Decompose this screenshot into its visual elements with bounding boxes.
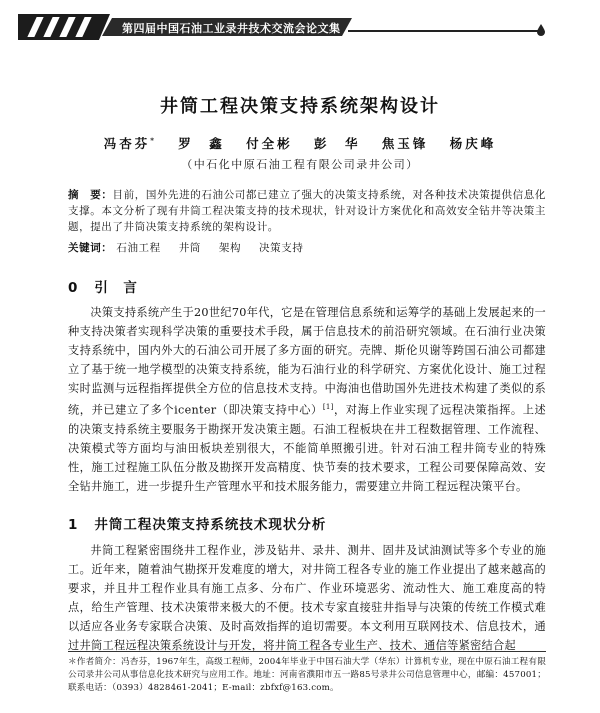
section-title: 引 言 bbox=[94, 280, 138, 296]
keyword: 决策支持 bbox=[259, 242, 304, 254]
header-rule bbox=[348, 30, 538, 32]
author-list bbox=[0, 134, 600, 152]
author-footnote-mark: * bbox=[150, 135, 157, 145]
author-name: 焦玉锋 bbox=[381, 136, 429, 151]
section-title: 井筒工程决策支持系统技术现状分析 bbox=[94, 517, 327, 533]
footnote-rule bbox=[68, 651, 546, 652]
header-drop-icon bbox=[536, 24, 546, 36]
citation-ref: [1] bbox=[322, 403, 334, 411]
author-name: 罗 鑫 bbox=[178, 136, 225, 151]
keyword: 石油工程 bbox=[116, 242, 161, 254]
journal-banner-text: 第四届中国石油工业录井技术交流会论文集 bbox=[122, 22, 341, 35]
author-name: 彭 华 bbox=[314, 136, 361, 151]
abstract-text: 目前，国外先进的石油公司都已建立了强大的决策支持系统，对各种技术决策提供信息化支撑。本文分析了现有井筒工程决策支持的技术现状，针对设计方案优化和高效安全钻井等决策主题，提出了井筒决策支持系统的架构设计。 bbox=[68, 189, 546, 233]
abstract-label: 摘 要： bbox=[68, 189, 113, 201]
section-heading-1 bbox=[68, 513, 326, 533]
author-name: 冯杏芬 bbox=[103, 136, 151, 151]
section-number: 1 bbox=[68, 517, 79, 533]
section-number: 0 bbox=[68, 280, 79, 296]
paper-title: 井筒工程决策支持系统架构设计 bbox=[160, 96, 440, 117]
abstract bbox=[68, 187, 546, 235]
affiliation: （中石化中原石油工程有限公司录井公司） bbox=[181, 158, 419, 171]
intro-text-part1: 决策支持系统产生于20世纪70年代，它是在管理信息系统和运筹学的基础上发展起来的一种支持决策者实现科学决策的重要技术手段，属于信息技术的前沿研究领域。在石油行业决策支持系统中，国内外大的石油公司开展了多方面的研究。壳牌、斯伦贝谢等跨国石油公司都建立了基于统一地学模型的决策支持系统，能为石油行业的科学研究、方案优化设计、施工过程实时监测与远程指挥提供全方位的信息技术支持。中海油也借助国外先进技术构建了类似的系统，并已建立了多个icenter（即决策支持中心） bbox=[68, 306, 546, 417]
author-footnote: ＊作者简介：冯杏芬，1967年生，高级工程师，2004年毕业于中国石油大学（华东）计算机专业，现在中原石油工程有限公司录井公司从事信息化技术研究与应用工作。地址：河南省濮阳市五一路85号录井公司信息管理中心，邮编：457001；联系电话：（0393）4828461-2041；E-mail：zbfxf@163.com。 bbox=[68, 657, 546, 693]
keyword: 架构 bbox=[218, 242, 242, 254]
journal-header-banner bbox=[18, 14, 548, 40]
keyword: 井筒 bbox=[178, 242, 201, 254]
section1-paragraph: 井筒工程紧密围绕井工程作业，涉及钻井、录井、测井、固井及试油测试等多个专业的施工。近年来，随着油气勘探开发难度的增大，对井筒工程各专业的施工作业提出了越来越高的要求，并且井工程作业具有施工点多、分布广、作业环境恶劣、流动性大、施工难度高的特点，给生产管理、技术决策带来极大的不便。技术专家直接驻井指导与决策的传统工作模式难以适应各业务专家联合决策、及时高效指挥的追切需要。本文利用互联网技术、信息技术，通过井筒工程远程决策系统设计与开发，将井筒工程各专业生产、技术、通信等紧密结合起 bbox=[68, 544, 546, 652]
section-heading-intro bbox=[68, 276, 138, 296]
intro-text-part2: ，对海上作业实现了远程决策指挥。上述的决策支持系统主要服务于勘探开发决策主题。石油工程板块在井工程数据管理、工作流程、决策模式等方面均与油田板块差别很大，不能简单照搬引进。针对石油工程井筒专业的特殊性，施工过程施工队伍分散及勘探开发高精度、快节奏的技术要求，工程公司要保障高效、安全钻井施工，进一步提升生产管理水平和技术服务能力，需要建立井筒工程远程决策平台。 bbox=[68, 403, 546, 493]
intro-paragraph bbox=[68, 303, 546, 496]
author-name: 付全彬 bbox=[246, 136, 293, 151]
keywords-label: 关键词： bbox=[68, 242, 113, 254]
keywords bbox=[68, 240, 546, 255]
author-name: 杨庆峰 bbox=[449, 136, 497, 151]
